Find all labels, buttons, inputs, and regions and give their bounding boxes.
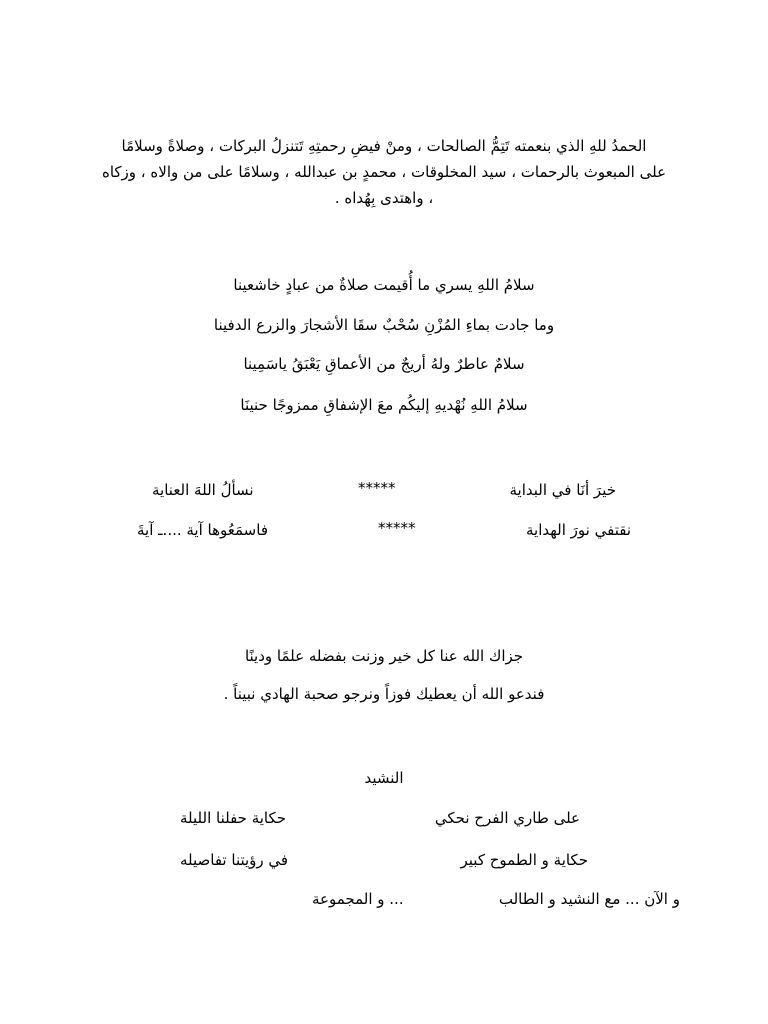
anthem-row-1-right: على طاري الفرح نحكي bbox=[434, 809, 580, 827]
prayer-line-1: جزاك الله عنا كل خير وزنت بفضله علمًا ودينًا bbox=[244, 647, 524, 665]
intro-line-1: الحمدُ للهِ الذي بنعمته تَتِمُّ الصالحات ، ومنْ فيضِ رحمتِهِ تَتنزلُ البركات ، وصلاةً وسلامًا bbox=[121, 137, 647, 155]
row-2-left: فاسمَعُوها آية ....ـ آيةَ bbox=[137, 521, 268, 539]
anthem-row-1-left: حكاية حفلنا الليلة bbox=[180, 809, 287, 827]
row-1-stars: ***** bbox=[358, 479, 396, 497]
anthem-closing-left: ... و المجموعة bbox=[312, 890, 404, 908]
poem-verse-1: سلامُ اللهِ يسري ما أُقيمت صلاةٌ من عبادٍ خاشعينا bbox=[233, 276, 535, 294]
anthem-row-2-left: في رؤيتنا تفاصيله bbox=[180, 851, 289, 869]
poem-verse-2: وما جادت بماءِ المُزْنِ سُحْبٌ سقَا الأشجارَ والزرع الدفينا bbox=[213, 316, 555, 334]
anthem-row-2-right: حكاية و الطموح كبير bbox=[460, 851, 588, 869]
poem-verse-4: سلامُ اللهِ نُهْديهِ إليكُم معَ الإشفاقِ ممزوجًا حنينَا bbox=[240, 396, 528, 414]
poem-verse-3: سلامٌ عاطرٌ ولهُ أريجٌ من الأعماقِ يَعْبَقُ ياسَمِينا bbox=[243, 355, 525, 373]
intro-line-3: ، واهتدى بِهُداه . bbox=[334, 189, 434, 207]
row-2-stars: ***** bbox=[378, 519, 416, 537]
anthem-closing-right: و الآن ... مع النشيد و الطالب bbox=[498, 890, 680, 908]
row-1-left: نسألُ اللهَ العناية bbox=[152, 481, 254, 499]
anthem-title: النشيد bbox=[364, 769, 404, 787]
intro-line-2: على المبعوث بالرحمات ، سيد المخلوقات ، محمدٍ بن عبدالله ، وسلامًا على من والاه ، وزكاه bbox=[101, 163, 667, 181]
row-1-right: خيرَ أنَا في البداية bbox=[509, 481, 616, 499]
prayer-line-2: فندعو الله أن يعطيك فوزاً ونرجو صحبة الهادي نبيناً . bbox=[223, 685, 545, 703]
row-2-right: نقتفي نورَ الهداية bbox=[526, 521, 631, 539]
